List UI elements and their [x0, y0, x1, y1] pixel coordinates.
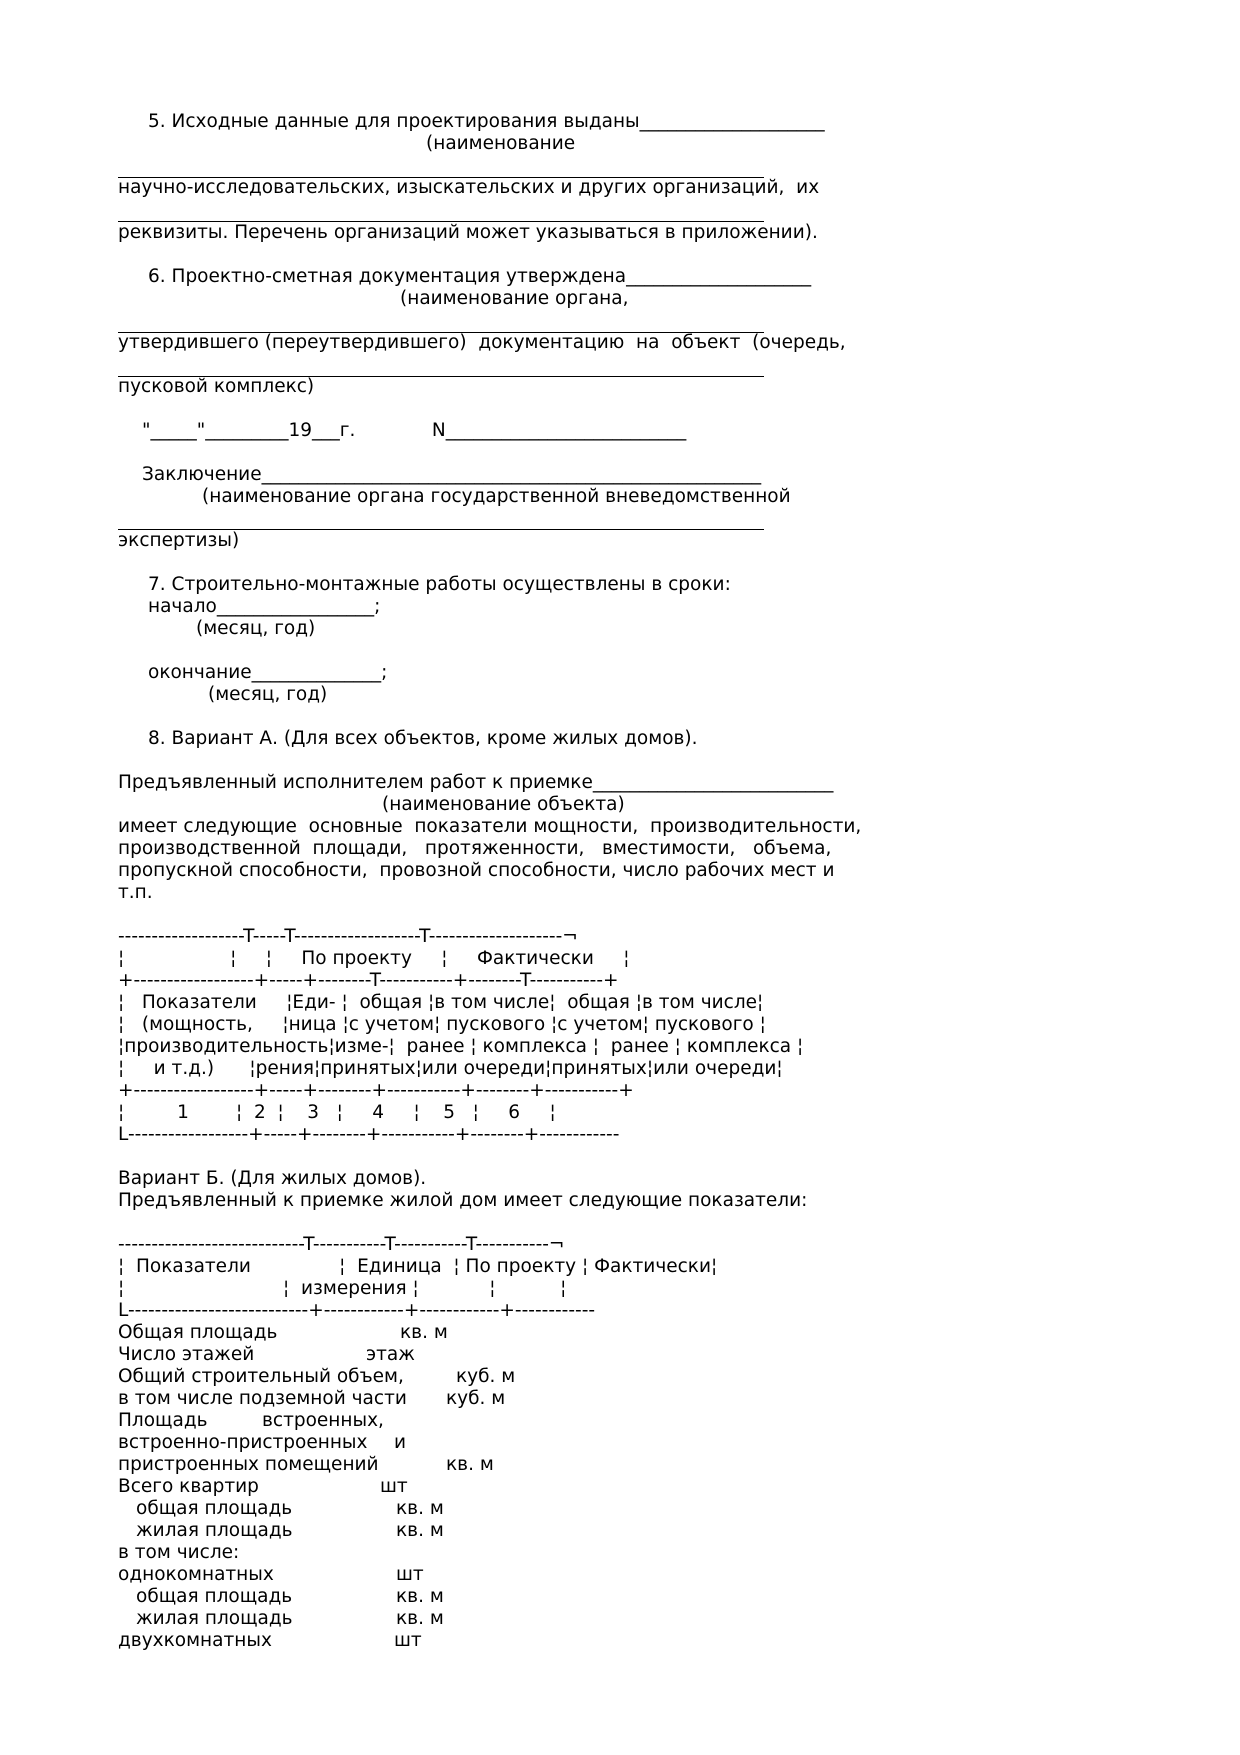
caption-object: (наименование объекта): [382, 794, 625, 815]
table-row: ¦ и т.д.) ¦рения¦принятых¦или очереди¦принятых¦или очереди¦: [118, 1058, 783, 1079]
indicator-unit: кв. м: [396, 1498, 444, 1519]
indicator-label: двухкомнатных: [118, 1630, 272, 1651]
conclusion-line: Заключение______________________________________________________: [142, 464, 762, 485]
caption-expertise: (наименование органа государственной вневедомственной: [202, 486, 791, 507]
text-line: Предъявленный исполнителем работ к приемке__________________________: [118, 772, 834, 793]
indicator-unit: кв. м: [396, 1608, 444, 1629]
table-row: ¦ 1 ¦ 2 ¦ 3 ¦ 4 ¦ 5 ¦ 6 ¦: [118, 1102, 556, 1123]
indicator-unit: кв. м: [446, 1454, 494, 1475]
indicator-unit: кв. м: [400, 1322, 448, 1343]
text-line: пусковой комплекс): [118, 376, 315, 397]
date-number-line: "_____"_________19___г. N__________________________: [142, 420, 687, 441]
indicator-label: Общая площадь: [118, 1322, 278, 1343]
text-line: пропускной способности, провозной способности, число рабочих мест и: [118, 860, 835, 881]
start-date-line: начало_________________;: [148, 596, 381, 617]
text-line: научно-исследовательских, изыскательских и других организаций, их: [118, 177, 820, 198]
table-row: ¦ ¦ измерения ¦ ¦ ¦: [118, 1278, 567, 1299]
table-row: ¦ ¦ ¦ По проекту ¦ Фактически ¦: [118, 948, 630, 969]
table-row: -------------------T-----T-------------------T--------------------¬: [118, 926, 578, 947]
text-line: имеет следующие основные показатели мощности, производительности,: [118, 816, 862, 837]
table-row: ¦ (мощность, ¦ница ¦с учетом¦ пускового ¦с учетом¦ пускового ¦: [118, 1014, 766, 1035]
section-5-heading: 5. Исходные данные для проектирования выданы____________________: [148, 111, 825, 132]
indicator-unit: куб. м: [456, 1366, 516, 1387]
caption-month-year: (месяц, год): [196, 618, 316, 639]
indicator-unit: шт: [394, 1630, 422, 1651]
indicator-label: общая площадь: [136, 1498, 293, 1519]
table-row: L------------------+-----+--------+-----------+--------+------------: [118, 1124, 620, 1145]
indicator-label: Всего квартир: [118, 1476, 259, 1497]
variant-b-heading: Вариант Б. (Для жилых домов).: [118, 1168, 427, 1189]
indicator-unit: кв. м: [396, 1586, 444, 1607]
indicator-label: встроенно-пристроенных: [118, 1432, 368, 1453]
caption-name: (наименование: [426, 133, 576, 154]
indicator-unit: этаж: [366, 1344, 415, 1365]
indicator-label: встроенных,: [262, 1410, 384, 1431]
caption-month-year: (месяц, год): [208, 684, 328, 705]
indicator-unit: шт: [396, 1564, 424, 1585]
table-row: ¦ Показатели ¦ Единица ¦ По проекту ¦ Фактически¦: [118, 1256, 718, 1277]
text-line: реквизиты. Перечень организаций может указываться в приложении).: [118, 222, 818, 243]
table-row: +------------------+-----+--------+-----------+--------+-----------+: [118, 1080, 634, 1101]
indicator-label: жилая площадь: [136, 1520, 293, 1541]
caption-organ: (наименование органа,: [400, 288, 629, 309]
indicator-label: Общий строительный объем,: [118, 1366, 404, 1387]
table-row: L---------------------------+------------+------------+------------: [118, 1300, 596, 1321]
table-row: +------------------+-----+--------T-----------+--------T-----------+: [118, 970, 619, 991]
indicator-label: в том числе:: [118, 1542, 240, 1563]
text-line: Предъявленный к приемке жилой дом имеет следующие показатели:: [118, 1190, 808, 1211]
table-row: ----------------------------T-----------T-----------T-----------¬: [118, 1234, 565, 1255]
indicator-label: однокомнатных: [118, 1564, 274, 1585]
text-line: т.п.: [118, 882, 153, 903]
indicator-unit: кв. м: [396, 1520, 444, 1541]
indicator-label: в том числе подземной части: [118, 1388, 407, 1409]
table-row: ¦ Показатели ¦Еди- ¦ общая ¦в том числе¦ общая ¦в том числе¦: [118, 992, 764, 1013]
indicator-label: пристроенных помещений: [118, 1454, 379, 1475]
indicator-unit: шт: [380, 1476, 408, 1497]
indicator-unit: куб. м: [446, 1388, 506, 1409]
text-line: утвердившего (переутвердившего) документацию на объект (очередь,: [118, 332, 846, 353]
section-7-heading: 7. Строительно-монтажные работы осуществлены в сроки:: [148, 574, 731, 595]
indicator-label: жилая площадь: [136, 1608, 293, 1629]
indicator-label: и: [394, 1432, 407, 1453]
indicator-label: Число этажей: [118, 1344, 255, 1365]
section-8-heading: 8. Вариант А. (Для всех объектов, кроме жилых домов).: [148, 728, 698, 749]
indicator-label: Площадь: [118, 1410, 208, 1431]
text-line: производственной площади, протяженности, вместимости, объема,: [118, 838, 832, 859]
table-row: ¦производительность¦изме-¦ ранее ¦ комплекса ¦ ранее ¦ комплекса ¦: [118, 1036, 804, 1057]
text-line: экспертизы): [118, 530, 240, 551]
end-date-line: окончание______________;: [148, 662, 388, 683]
section-6-heading: 6. Проектно-сметная документация утверждена____________________: [148, 266, 812, 287]
indicator-label: общая площадь: [136, 1586, 293, 1607]
